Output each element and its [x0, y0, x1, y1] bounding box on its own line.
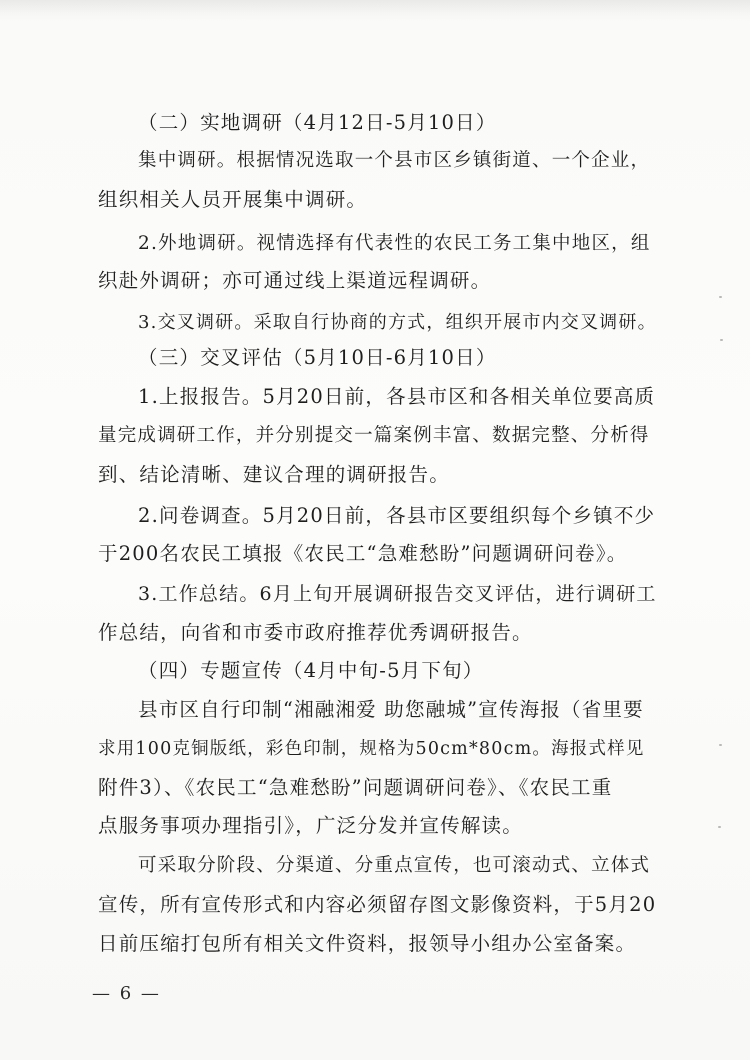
paragraph-line: 可采取分阶段、分渠道、分重点宣传，也可滚动式、立体式 — [138, 855, 651, 876]
paragraph-line: 1.上报报告。5月20日前，各县市区和各相关单位要高质 — [138, 385, 656, 408]
paragraph-line: 县市区自行印制“湘融湘爱 助您融城”宣传海报（省里要 — [138, 698, 644, 721]
paragraph-line: 3.工作总结。6月上旬开展调研报告交叉评估，进行调研工 — [138, 583, 657, 605]
scan-speck — [719, 744, 722, 746]
scan-speck — [720, 339, 723, 341]
scan-speck — [718, 826, 721, 828]
paragraph-line: 于200名农民工填报《农民工“急难愁盼”问题调研问卷》。 — [98, 542, 628, 565]
scan-speck — [719, 296, 722, 298]
paragraph-line: 2.外地调研。视情选择有代表性的农民工务工集中地区，组 — [138, 233, 651, 254]
paragraph-line: 组织相关人员开展集中调研。 — [98, 188, 368, 211]
paragraph-line: 点服务事项办理指引》，广泛分发并宣传解读。 — [98, 814, 523, 837]
paragraph-line: 集中调研。根据情况选取一个县市区乡镇街道、一个企业， — [138, 150, 651, 171]
paragraph-line: 求用100克铜版纸，彩色印制，规格为50cm*80cm。海报式样见 — [98, 739, 645, 759]
paragraph-line: 宣传，所有宣传形式和内容必须留存图文影像资料，于5月20 — [98, 893, 657, 916]
section-heading-cross-evaluation: （三）交叉评估（5月10日-6月10日） — [138, 346, 497, 369]
section-heading-publicity: （四）专题宣传（4月中旬-5月下旬） — [138, 659, 484, 682]
paragraph-line: 作总结，向省和市委市政府推荐优秀调研报告。 — [98, 621, 533, 644]
paragraph-line: 2.问卷调查。5月20日前，各县市区要组织每个乡镇不少 — [138, 504, 656, 527]
paragraph-line: 附件3）、《农民工“急难愁盼”问题调研问卷》、《农民工重 — [98, 776, 613, 799]
scan-edge — [0, 0, 750, 22]
page-number: — 6 — — [92, 983, 161, 1004]
paragraph-line: 量完成调研工作，并分别提交一篇案例丰富、数据完整、分析得 — [98, 425, 650, 446]
paragraph-line: 日前压缩打包所有相关文件资料，报领导小组办公室备案。 — [98, 932, 637, 955]
paragraph-line: 织赴外调研；亦可通过线上渠道远程调研。 — [98, 269, 492, 292]
section-heading-field-research: （二）实地调研（4月12日-5月10日） — [138, 111, 497, 134]
paragraph-line: 3.交叉调研。采取自行协商的方式，组织开展市内交叉调研。 — [138, 312, 657, 333]
paragraph-line: 到、结论清晰、建议合理的调研报告。 — [98, 463, 450, 486]
